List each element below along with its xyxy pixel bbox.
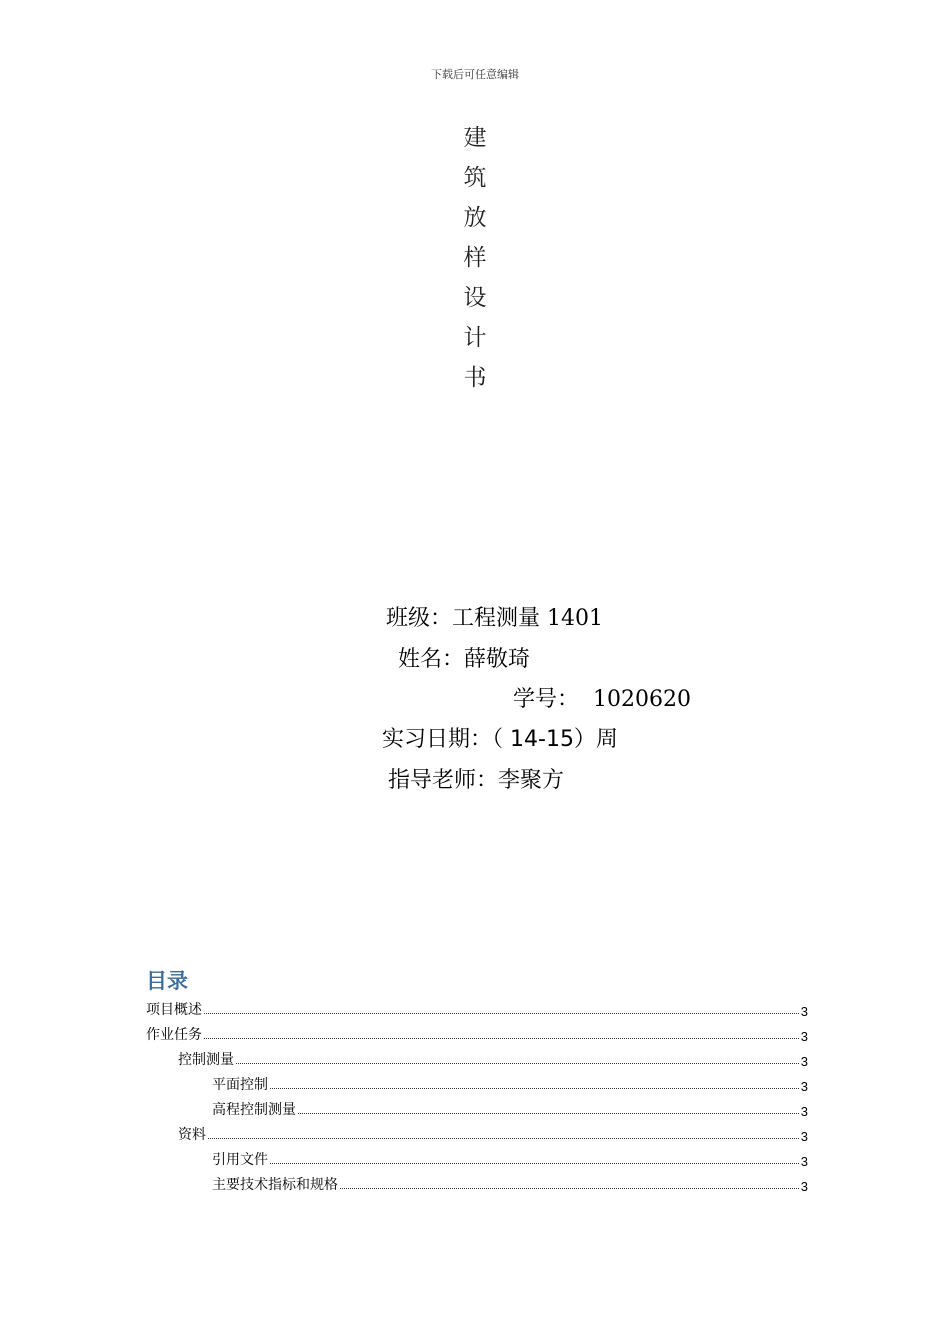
toc-entry[interactable] — [146, 1046, 808, 1071]
toc-entry-label: 引用文件 — [212, 1152, 268, 1168]
toc-leader — [208, 1138, 799, 1139]
toc-entry[interactable] — [146, 996, 808, 1021]
toc-heading: 目录 — [146, 969, 188, 993]
title-char: 计 — [463, 325, 487, 351]
info-class-label: 班级： — [386, 606, 453, 631]
title-char: 筑 — [463, 165, 487, 191]
title-char: 放 — [463, 205, 487, 231]
header-note: 下载后可任意编辑 — [431, 68, 519, 81]
toc-entry[interactable] — [146, 1071, 808, 1096]
toc-entry-page: 3 — [800, 1154, 808, 1169]
toc-entry-label: 主要技术指标和规格 — [212, 1177, 338, 1193]
toc-entry-page: 3 — [800, 1004, 808, 1019]
info-student-id-label: 学号： — [513, 687, 580, 712]
table-of-contents — [146, 996, 808, 1196]
toc-entry-label: 资料 — [178, 1127, 206, 1143]
info-name-label: 姓名： — [398, 647, 465, 672]
info-name-value: 薛敬琦 — [464, 647, 531, 672]
toc-entry-page: 3 — [800, 1104, 808, 1119]
toc-leader — [298, 1113, 799, 1114]
info-advisor-value: 李聚方 — [498, 768, 565, 793]
toc-leader — [270, 1163, 799, 1164]
title-char: 建 — [463, 125, 487, 151]
toc-entry-label: 高程控制测量 — [212, 1102, 296, 1118]
info-class — [386, 601, 603, 632]
title-char: 书 — [463, 365, 487, 391]
toc-entry-page: 3 — [800, 1079, 808, 1094]
info-internship-date-value: （ 14-15）周 — [492, 727, 618, 752]
toc-entry[interactable] — [146, 1171, 808, 1196]
toc-leader — [236, 1063, 799, 1064]
info-advisor — [388, 763, 564, 794]
info-student-id — [513, 682, 691, 713]
title-char: 设 — [463, 285, 487, 311]
toc-entry-page: 3 — [800, 1179, 808, 1194]
info-class-value: 工程测量 1401 — [452, 606, 603, 631]
toc-entry-label: 作业任务 — [146, 1027, 202, 1043]
toc-entry[interactable] — [146, 1146, 808, 1171]
toc-entry-page: 3 — [800, 1129, 808, 1144]
toc-entry[interactable] — [146, 1021, 808, 1046]
toc-entry-label: 项目概述 — [146, 1002, 202, 1018]
info-name — [398, 642, 530, 673]
toc-entry[interactable] — [146, 1121, 808, 1146]
info-student-id-value: 1020620 — [593, 687, 691, 712]
info-internship-date-label: 实习日期： — [382, 727, 493, 752]
toc-entry-page: 3 — [800, 1054, 808, 1069]
info-internship-date — [382, 722, 618, 753]
toc-leader — [204, 1013, 799, 1014]
toc-entry[interactable] — [146, 1096, 808, 1121]
toc-entry-page: 3 — [800, 1029, 808, 1044]
toc-leader — [270, 1088, 799, 1089]
toc-leader — [340, 1188, 799, 1189]
info-advisor-label: 指导老师： — [388, 768, 499, 793]
document-title — [455, 118, 495, 398]
toc-entry-label: 平面控制 — [212, 1077, 268, 1093]
toc-entry-label: 控制测量 — [178, 1052, 234, 1068]
title-char: 样 — [463, 245, 487, 271]
toc-leader — [204, 1038, 799, 1039]
